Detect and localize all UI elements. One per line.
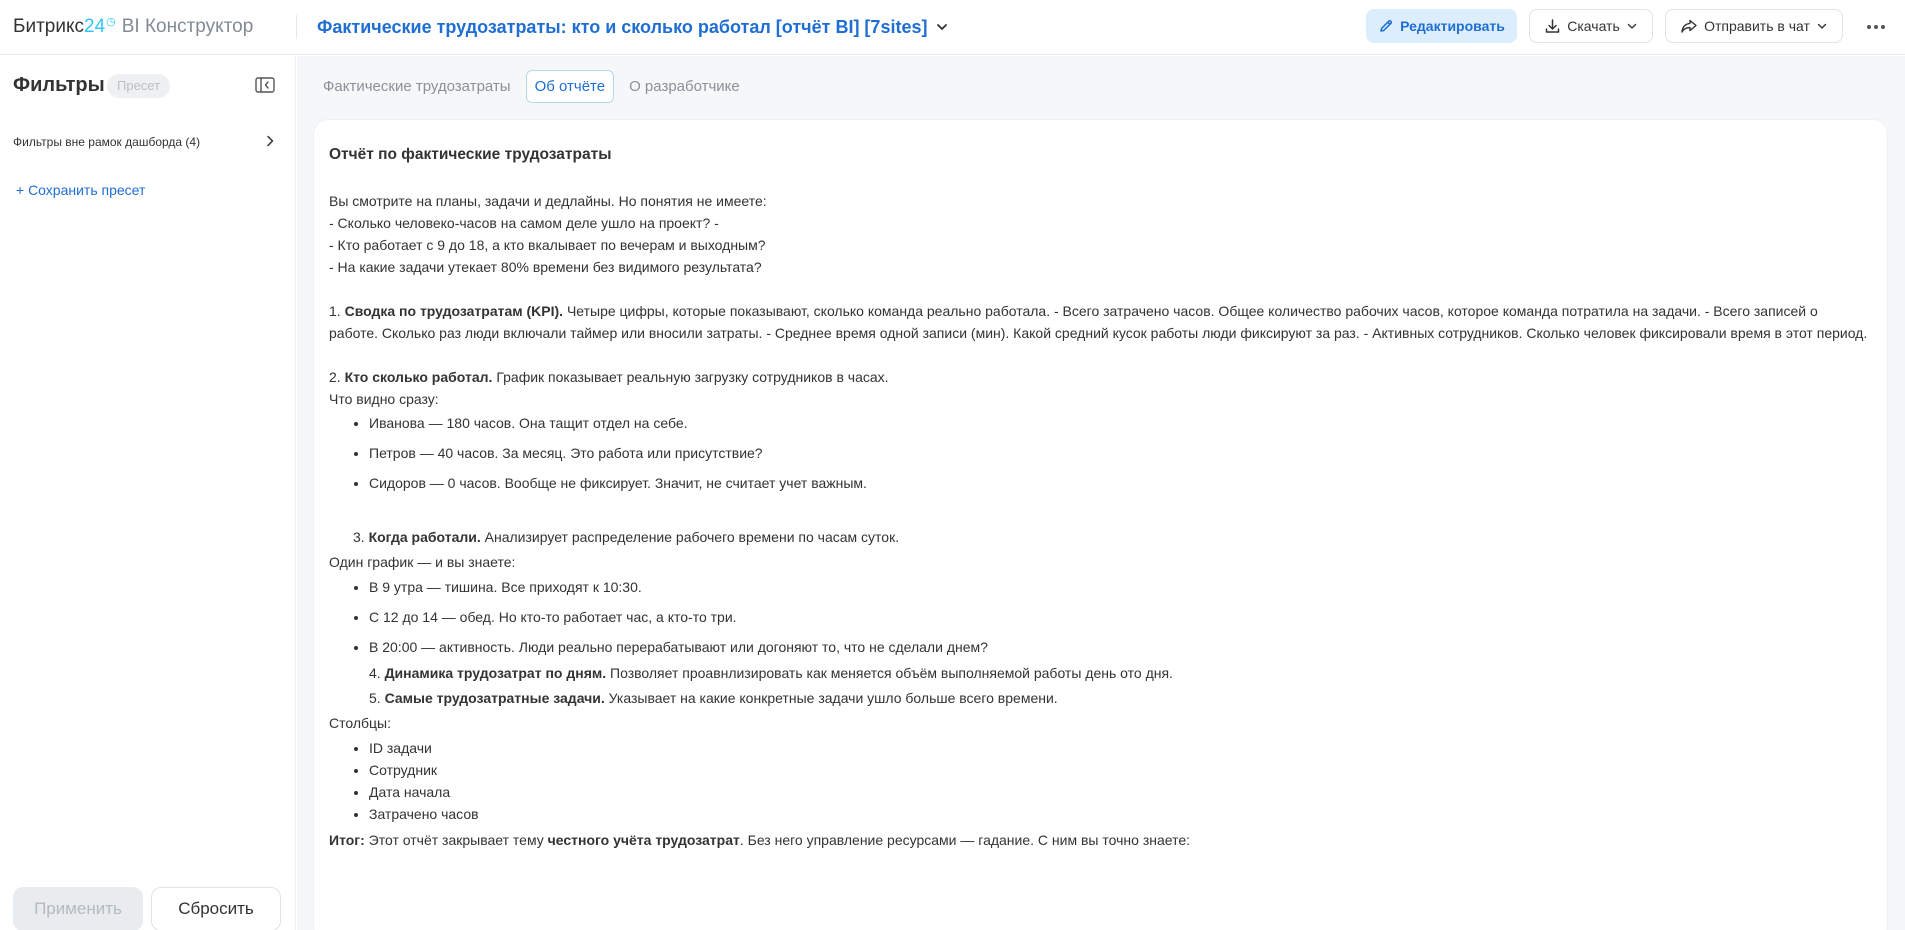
brand-number: 24: [84, 16, 106, 37]
reset-button[interactable]: Сбросить: [151, 887, 281, 930]
list-item: • Иванова — 180 часов. Она тащит отдел на себе.: [369, 412, 1869, 434]
pencil-icon: [1378, 18, 1394, 34]
section-who-worked: 2. Кто сколько работал. График показывает реальную загрузку сотрудников в часах.: [329, 369, 889, 385]
section-kpi: 1. Сводка по трудозатратам (KPI). Четыре цифры, которые показывают, сколько команда реально работала. - Всего затрачено часов. Общее количество рабочих часов, которое команда потратила на задачи. - Всего записей о работе. Сколько раз люди включали таймер или вносили затраты. - Среднее время одной записи (мин). Какой средний кусок работы люди фиксируют за раз. - Активных сотрудников. Сколько человек фиксировали время в этот период.: [329, 303, 1868, 341]
report-description: [329, 144, 1869, 851]
columns-label: Столбцы:: [329, 715, 392, 731]
list-item: • Дата начала: [369, 781, 1869, 803]
list-item: • ID задачи: [369, 737, 1869, 759]
list-item: • В 20:00 — активность. Люди реально перерабатывают или догоняют то, что не сделали днем?: [369, 636, 1869, 658]
apply-button[interactable]: Применить: [13, 887, 143, 930]
section-who-worked-sub: Что видно сразу:: [329, 391, 439, 407]
send-to-chat-button[interactable]: [1665, 9, 1843, 43]
preset-badge[interactable]: Пресет: [107, 74, 170, 98]
share-arrow-icon: [1680, 18, 1698, 34]
intro-line: - Кто работает с 9 до 18, а кто вкалывает по вечерам и выходным?: [329, 237, 766, 253]
brand-name: Битрикс: [13, 16, 84, 37]
more-dots-icon: [1866, 24, 1886, 30]
save-preset-link[interactable]: + Сохранить пресет: [16, 182, 146, 198]
edit-button-label: Редактировать: [1400, 18, 1505, 34]
list-item: • Затрачено часов: [369, 803, 1869, 825]
outside-filters-item[interactable]: Фильтры вне рамок дашборда (4): [13, 135, 201, 149]
more-options-button[interactable]: [1862, 14, 1890, 40]
result-paragraph: Итог: Этот отчёт закрывает тему честного учёта трудозатрат. Без него управление ресурсами — гадание. С ним вы точно знаете:: [329, 832, 1191, 848]
tab-actual-labor[interactable]: Фактические трудозатраты: [323, 78, 511, 95]
chevron-down-icon: [1816, 20, 1828, 32]
section-dynamics: 4. Динамика трудозатрат по дням. Позволяет проавнлизировать как меняется объём выполняемой работы день ото дня.: [369, 665, 1173, 681]
section-when-worked: 3. Когда работали. Анализирует распределение рабочего времени по часам суток.: [353, 529, 900, 545]
list-item: • Петров — 40 часов. За месяц. Это работа или присутствие?: [369, 442, 1869, 464]
section-when-worked-sub: Один график — и вы знаете:: [329, 554, 516, 570]
tab-about-developer[interactable]: О разработчике: [629, 78, 740, 95]
top-bar: [0, 0, 1905, 55]
section-top-tasks: 5. Самые трудозатратные задачи. Указывает на какие конкретные задачи ушло больше всего времени.: [369, 690, 1058, 706]
when-worked-list: [329, 576, 1869, 658]
intro-line: - Сколько человеко-часов на самом деле ушло на проект? -: [329, 215, 719, 231]
filters-title: Фильтры: [13, 74, 105, 96]
main-area: [297, 56, 1905, 930]
intro-line: Вы смотрите на планы, задачи и дедлайны. Но понятия не имеете:: [329, 193, 767, 209]
header-divider: [296, 15, 297, 39]
brand-logo[interactable]: [13, 16, 253, 38]
list-item: • С 12 до 14 — обед. Но кто-то работает час, а кто-то три.: [369, 606, 1869, 628]
article-heading: Отчёт по фактические трудозатраты: [329, 146, 612, 163]
intro-line: - На какие задачи утекает 80% времени без видимого результата?: [329, 259, 762, 275]
report-description-card: [314, 120, 1887, 930]
brand-clock-icon: ◷: [106, 16, 116, 28]
edit-button[interactable]: [1366, 9, 1517, 43]
brand-product: BI Конструктор: [121, 16, 254, 37]
tab-about-report[interactable]: Об отчёте: [526, 70, 615, 103]
download-button-label: Скачать: [1567, 18, 1620, 34]
chevron-right-icon[interactable]: [264, 134, 276, 148]
list-item: • Сотрудник: [369, 759, 1869, 781]
list-item: • Сидоров — 0 часов. Вообще не фиксирует. Значит, не считает учет важным.: [369, 472, 1869, 494]
chevron-down-icon: [1626, 20, 1638, 32]
chevron-down-icon[interactable]: [933, 18, 951, 36]
tab-bar: [314, 70, 749, 103]
filters-sidebar: [0, 56, 296, 930]
collapse-sidebar-icon[interactable]: [255, 76, 275, 94]
columns-list: [329, 737, 1869, 825]
download-button[interactable]: [1529, 9, 1653, 43]
send-button-label: Отправить в чат: [1704, 18, 1810, 34]
download-icon: [1544, 18, 1561, 35]
who-worked-list: [329, 412, 1869, 494]
report-title[interactable]: Фактические трудозатраты: кто и сколько работал [отчёт BI] [7sites]: [317, 17, 928, 37]
list-item: • В 9 утра — тишина. Все приходят к 10:30.: [369, 576, 1869, 598]
